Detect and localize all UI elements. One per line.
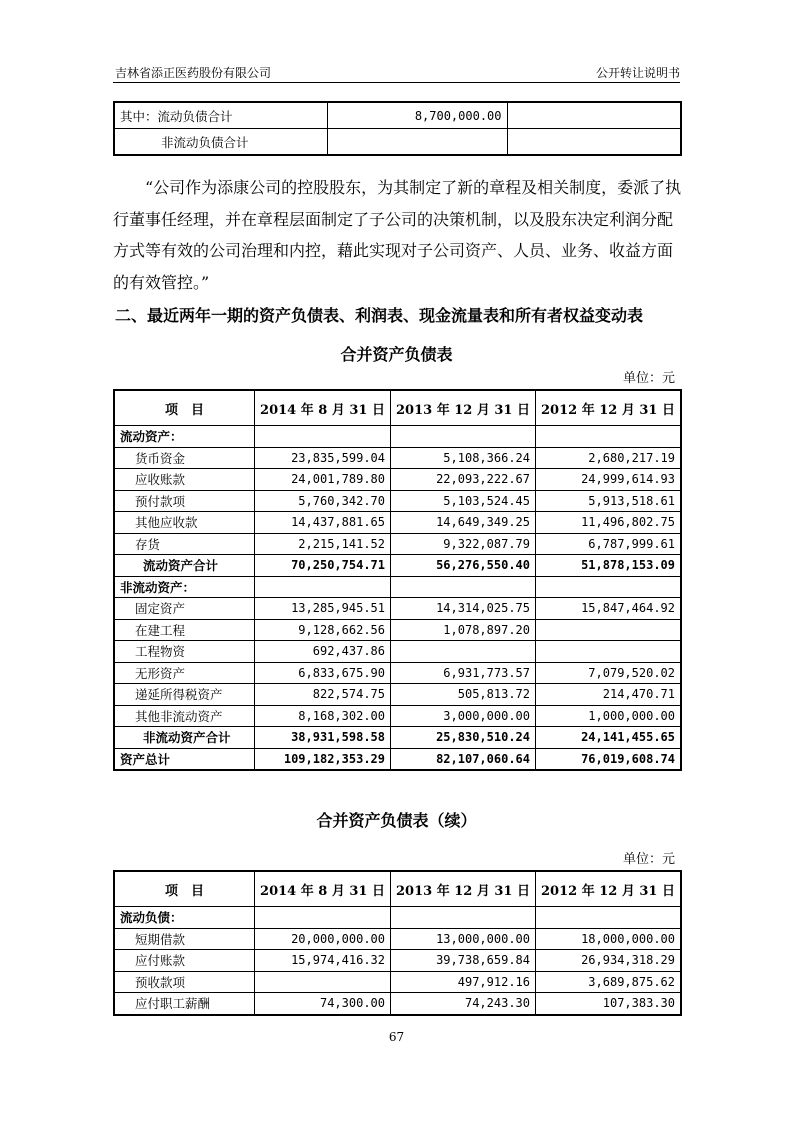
- row-value: [391, 907, 536, 929]
- row-value: 24,001,789.80: [255, 469, 391, 491]
- row-label: 短期借款: [114, 928, 255, 950]
- row-label: 无形资产: [114, 662, 255, 684]
- page-number: 67: [388, 1030, 405, 1044]
- column-header: 2012 年 12 月 31 日: [536, 390, 682, 426]
- row-value: 13,285,945.51: [255, 598, 391, 620]
- balance-sheet-table: [113, 389, 682, 771]
- table-row: [114, 129, 681, 156]
- row-value: 6,787,999.61: [536, 533, 682, 555]
- row-value: 38,931,598.58: [255, 727, 391, 749]
- table-row: [114, 684, 681, 706]
- row-label: 应收账款: [114, 469, 255, 491]
- row-label: 递延所得税资产: [114, 684, 255, 706]
- row-value: [391, 576, 536, 598]
- table-row: [114, 426, 681, 448]
- table-row: [114, 748, 681, 770]
- row-value: 15,974,416.32: [255, 950, 391, 972]
- row-value: [507, 129, 681, 156]
- balance-sheet-unit: 单位：元: [622, 371, 675, 386]
- table-row: [114, 705, 681, 727]
- table-row: [114, 907, 681, 929]
- row-value: 24,999,614.93: [536, 469, 682, 491]
- row-label: 工程物资: [114, 641, 255, 663]
- row-label: 其他非流动资产: [114, 705, 255, 727]
- row-value: 11,496,802.75: [536, 512, 682, 534]
- table-row: [114, 555, 681, 577]
- table-row: [114, 533, 681, 555]
- row-value: [536, 426, 682, 448]
- row-value: 2,215,141.52: [255, 533, 391, 555]
- header-doc-title: 公开转让说明书: [595, 66, 680, 80]
- table-row: [114, 598, 681, 620]
- row-value: 692,437.86: [255, 641, 391, 663]
- table-header-row: [114, 871, 681, 907]
- row-value: [255, 576, 391, 598]
- row-label: 应付职工薪酬: [114, 993, 255, 1015]
- column-header: 2012 年 12 月 31 日: [536, 871, 682, 907]
- row-value: 3,000,000.00: [391, 705, 536, 727]
- table-row: [114, 727, 681, 749]
- row-value: 3,689,875.62: [536, 971, 682, 993]
- row-value: 1,000,000.00: [536, 705, 682, 727]
- table-header-row: [114, 390, 681, 426]
- row-value: [255, 426, 391, 448]
- liability-summary-table: [113, 101, 682, 156]
- row-label: 非流动负债合计: [114, 129, 328, 156]
- row-value: 5,108,366.24: [391, 447, 536, 469]
- row-value: 23,835,599.04: [255, 447, 391, 469]
- row-label: 固定资产: [114, 598, 255, 620]
- row-label: 流动资产：: [114, 426, 255, 448]
- row-value: 24,141,455.65: [536, 727, 682, 749]
- table-row: [114, 512, 681, 534]
- row-value: 51,878,153.09: [536, 555, 682, 577]
- row-value: 14,314,025.75: [391, 598, 536, 620]
- row-label: 流动资产合计: [114, 555, 255, 577]
- row-value: 7,079,520.02: [536, 662, 682, 684]
- row-value: 25,830,510.24: [391, 727, 536, 749]
- table-row: [114, 662, 681, 684]
- table-row: [114, 490, 681, 512]
- table-row: [114, 447, 681, 469]
- row-label: 非流动资产合计: [114, 727, 255, 749]
- balance-sheet-cont-title: 合并资产负债表（续）: [316, 811, 477, 830]
- row-label: 预付款项: [114, 490, 255, 512]
- table-row: [114, 971, 681, 993]
- column-header: 2013 年 12 月 31 日: [391, 390, 536, 426]
- header-divider: [113, 82, 680, 83]
- row-value: [536, 619, 682, 641]
- column-header: 项 目: [114, 390, 255, 426]
- row-value: 15,847,464.92: [536, 598, 682, 620]
- row-value: 497,912.16: [391, 971, 536, 993]
- body-paragraph: “公司作为添康公司的控股股东，为其制定了新的章程及相关制度，委派了执行董事任经理，并在章程层面制定了子公司的决策机制，以及股东决定利润分配方式等有效的公司治理和内控，藉此实现对子公司资产、人员、业务、收益方面的有效管控。”: [113, 178, 682, 292]
- balance-sheet-cont-table: [113, 870, 682, 1016]
- row-label: 货币资金: [114, 447, 255, 469]
- row-value: 76,019,608.74: [536, 748, 682, 770]
- row-value: 82,107,060.64: [391, 748, 536, 770]
- row-value: 39,738,659.84: [391, 950, 536, 972]
- row-value: [328, 129, 507, 156]
- header-company: 吉林省添正医药股份有限公司: [115, 66, 272, 80]
- row-label: 应付账款: [114, 950, 255, 972]
- column-header: 2014 年 8 月 31 日: [255, 871, 391, 907]
- row-value: 8,700,000.00: [328, 102, 507, 129]
- row-value: 56,276,550.40: [391, 555, 536, 577]
- column-header: 2013 年 12 月 31 日: [391, 871, 536, 907]
- row-value: 822,574.75: [255, 684, 391, 706]
- row-value: 13,000,000.00: [391, 928, 536, 950]
- table-row: [114, 619, 681, 641]
- table-row: [114, 641, 681, 663]
- table-row: [114, 950, 681, 972]
- row-value: 6,931,773.57: [391, 662, 536, 684]
- row-value: 22,093,222.67: [391, 469, 536, 491]
- row-value: 18,000,000.00: [536, 928, 682, 950]
- row-value: 5,760,342.70: [255, 490, 391, 512]
- row-value: 9,322,087.79: [391, 533, 536, 555]
- row-value: [536, 576, 682, 598]
- row-value: 505,813.72: [391, 684, 536, 706]
- section-heading: 二、最近两年一期的资产负债表、利润表、现金流量表和所有者权益变动表: [115, 306, 644, 325]
- row-label: 预收款项: [114, 971, 255, 993]
- row-value: 6,833,675.90: [255, 662, 391, 684]
- row-value: [255, 907, 391, 929]
- row-label: 非流动资产：: [114, 576, 255, 598]
- table-row: [114, 576, 681, 598]
- row-value: 20,000,000.00: [255, 928, 391, 950]
- row-label: 在建工程: [114, 619, 255, 641]
- row-value: 14,649,349.25: [391, 512, 536, 534]
- row-value: 74,300.00: [255, 993, 391, 1015]
- balance-sheet-cont-unit: 单位：元: [622, 852, 675, 867]
- row-value: 5,913,518.61: [536, 490, 682, 512]
- row-value: 70,250,754.71: [255, 555, 391, 577]
- table-row: [114, 469, 681, 491]
- row-value: [255, 971, 391, 993]
- row-label: 流动负债：: [114, 907, 255, 929]
- row-label: 其他应收款: [114, 512, 255, 534]
- column-header: 项 目: [114, 871, 255, 907]
- row-value: [536, 641, 682, 663]
- row-value: 8,168,302.00: [255, 705, 391, 727]
- row-value: 26,934,318.29: [536, 950, 682, 972]
- table-row: [114, 928, 681, 950]
- row-value: 109,182,353.29: [255, 748, 391, 770]
- row-value: [507, 102, 681, 129]
- row-value: 107,383.30: [536, 993, 682, 1015]
- table-row: [114, 102, 681, 129]
- row-value: 5,103,524.45: [391, 490, 536, 512]
- row-value: [536, 907, 682, 929]
- row-value: 9,128,662.56: [255, 619, 391, 641]
- row-label: 存货: [114, 533, 255, 555]
- row-label: 其中：流动负债合计: [114, 102, 328, 129]
- row-value: [391, 426, 536, 448]
- balance-sheet-title: 合并资产负债表: [340, 345, 453, 364]
- table-row: [114, 993, 681, 1015]
- row-value: [391, 641, 536, 663]
- row-label: 资产总计: [114, 748, 255, 770]
- row-value: 2,680,217.19: [536, 447, 682, 469]
- row-value: 14,437,881.65: [255, 512, 391, 534]
- row-value: 74,243.30: [391, 993, 536, 1015]
- row-value: 214,470.71: [536, 684, 682, 706]
- column-header: 2014 年 8 月 31 日: [255, 390, 391, 426]
- row-value: 1,078,897.20: [391, 619, 536, 641]
